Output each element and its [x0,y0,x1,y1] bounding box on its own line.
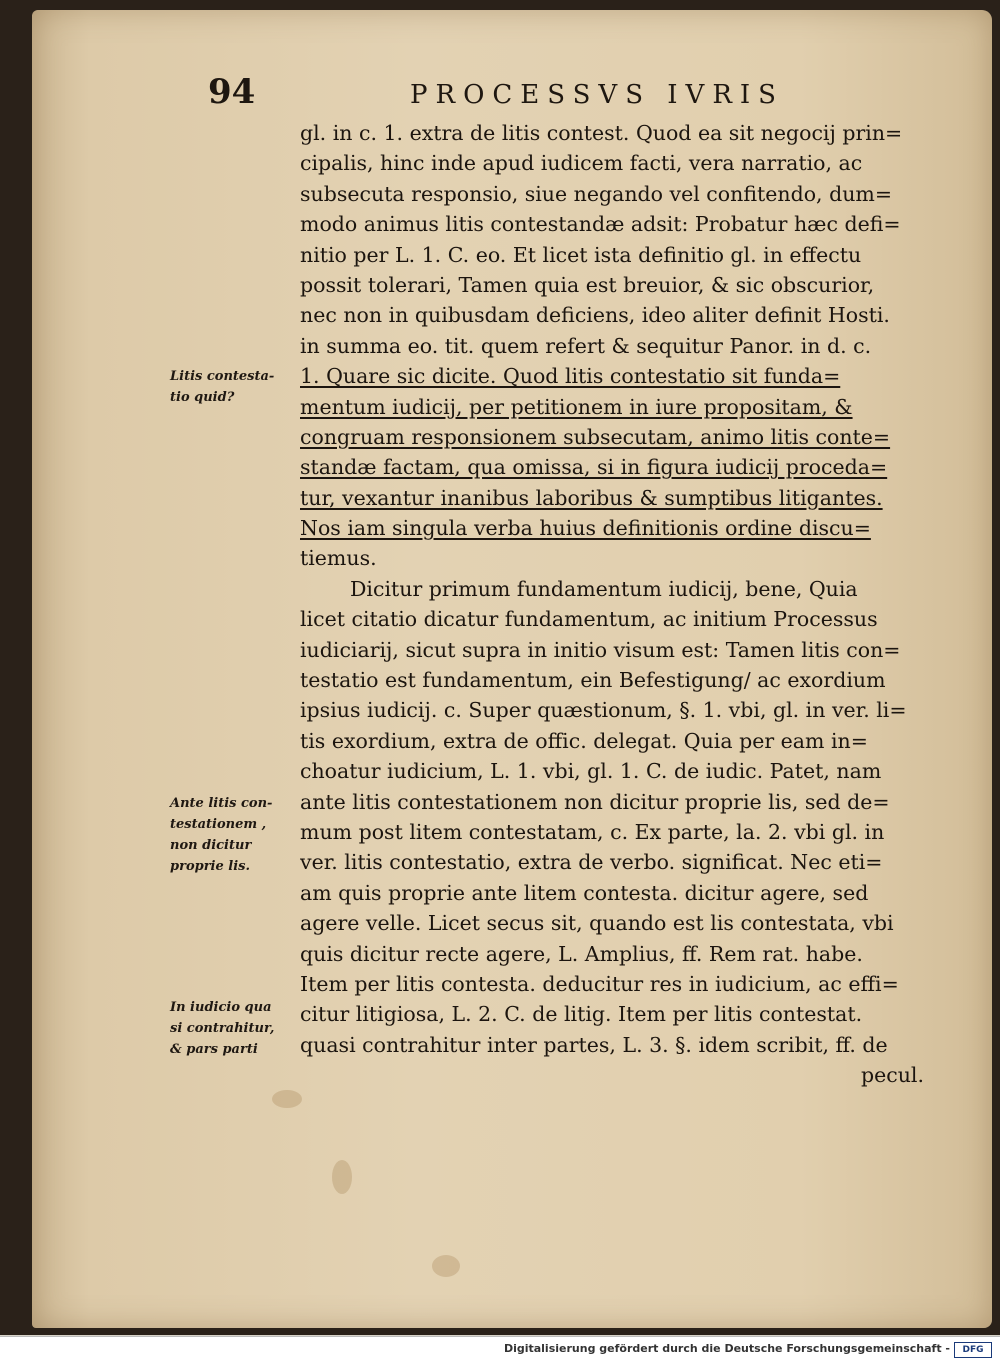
text-line: citur litigiosa, L. 2. C. de litig. Item per litis contestat. [300,1002,863,1027]
text-line: standæ factam, qua omissa, si in figura iudicij proceda= [300,455,888,480]
margin-note-ante-litis [170,793,300,877]
text-line: nitio per L. 1. C. eo. Et licet ista definitio gl. in effectu [300,242,862,267]
margin-note-in-iudicio [170,997,300,1060]
text-line: quis dicitur recte agere, L. Amplius, ff. Rem rat. habe. [300,941,863,966]
text-line: 1. Quare sic dicite. Quod litis contestatio sit funda= [300,364,841,389]
margin-note-line: non dicitur [170,838,252,853]
text-line: in summa eo. tit. quem refert & sequitur Panor. in d. c. [300,333,872,358]
text-line: am quis proprie ante litem contesta. dicitur agere, sed [300,880,869,905]
margin-note-litis-contestatio [170,366,300,408]
page-number: 94 [208,72,256,112]
margin-note-line: & pars parti [170,1042,258,1057]
text-line: cipalis, hinc inde apud iudicem facti, vera narratio, ac [300,151,863,176]
margin-note-line: Ante litis con- [170,796,273,811]
text-line: ver. litis contestatio, extra de verbo. significat. Nec eti= [300,850,883,875]
margin-note-line: Litis contesta- [170,369,275,384]
margin-note-line: proprie lis. [170,859,251,874]
text-line: tis exordium, extra de offic. delegat. Quia per eam in= [300,728,868,753]
text-line: possit tolerari, Tamen quia est breuior, & sic obscurior, [300,272,875,297]
text-line: ante litis contestationem non dicitur proprie lis, sed de= [300,789,890,814]
paper-stain [272,1090,302,1108]
text-line: Dicitur primum fundamentum iudicij, bene, Quia [350,576,858,601]
footer-credit: Digitalisierung gefördert durch die Deutsche Forschungsgemeinschaft - [503,1342,950,1355]
catchword: pecul. [860,1063,924,1088]
text-line: congruam responsionem subsecutam, animo litis conte= [300,424,891,449]
text-line: choatur iudicium, L. 1. vbi, gl. 1. C. de iudic. Patet, nam [300,759,882,784]
margin-note-line: tio quid? [170,390,235,405]
text-line: mentum iudicij, per petitionem in iure propositam, & [300,394,853,419]
text-line: iudiciarij, sicut supra in initio visum est: Tamen litis con= [300,637,901,662]
dfg-logo-icon: DFG [954,1342,992,1358]
body-text [300,118,940,1091]
text-line: ipsius iudicij. c. Super quæstionum, §. 1. vbi, gl. in ver. li= [300,698,907,723]
margin-note-line: testationem , [170,817,267,832]
text-line: nec non in quibusdam deficiens, ideo aliter definit Hosti. [300,303,890,328]
margin-note-line: In iudicio qua [170,1000,272,1015]
paper-stain [432,1255,460,1277]
text-line: subsecuta responsio, siue negando vel confitendo, dum= [300,181,893,206]
text-line: gl. in c. 1. extra de litis contest. Quod ea sit negocij prin= [300,121,903,145]
text-line: testatio est fundamentum, ein Befestigung/ ac exordium [300,668,886,693]
text-line: Nos iam singula verba huius definitionis ordine discu= [300,516,871,541]
footer-bar [0,1336,1000,1362]
running-title: PROCESSVS IVRIS [410,80,784,110]
text-line: Item per litis contesta. deducitur res in iudicium, ac effi= [300,971,899,996]
text-line: modo animus litis contestandæ adsit: Probatur hæc defi= [300,212,901,237]
text-line: agere velle. Licet secus sit, quando est lis contestata, vbi [300,911,894,936]
text-line: tur, vexantur inanibus laboribus & sumptibus litigantes. [300,485,883,510]
text-line: mum post litem contestatam, c. Ex parte, la. 2. vbi gl. in [300,819,885,844]
text-line: quasi contrahitur inter partes, L. 3. §. idem scribit, ff. de [300,1032,888,1057]
paper-stain [332,1160,352,1194]
text-line: tiemus. [300,546,377,571]
text-line: licet citatio dicatur fundamentum, ac initium Processus [300,607,878,632]
margin-note-line: si contrahitur, [170,1021,275,1036]
